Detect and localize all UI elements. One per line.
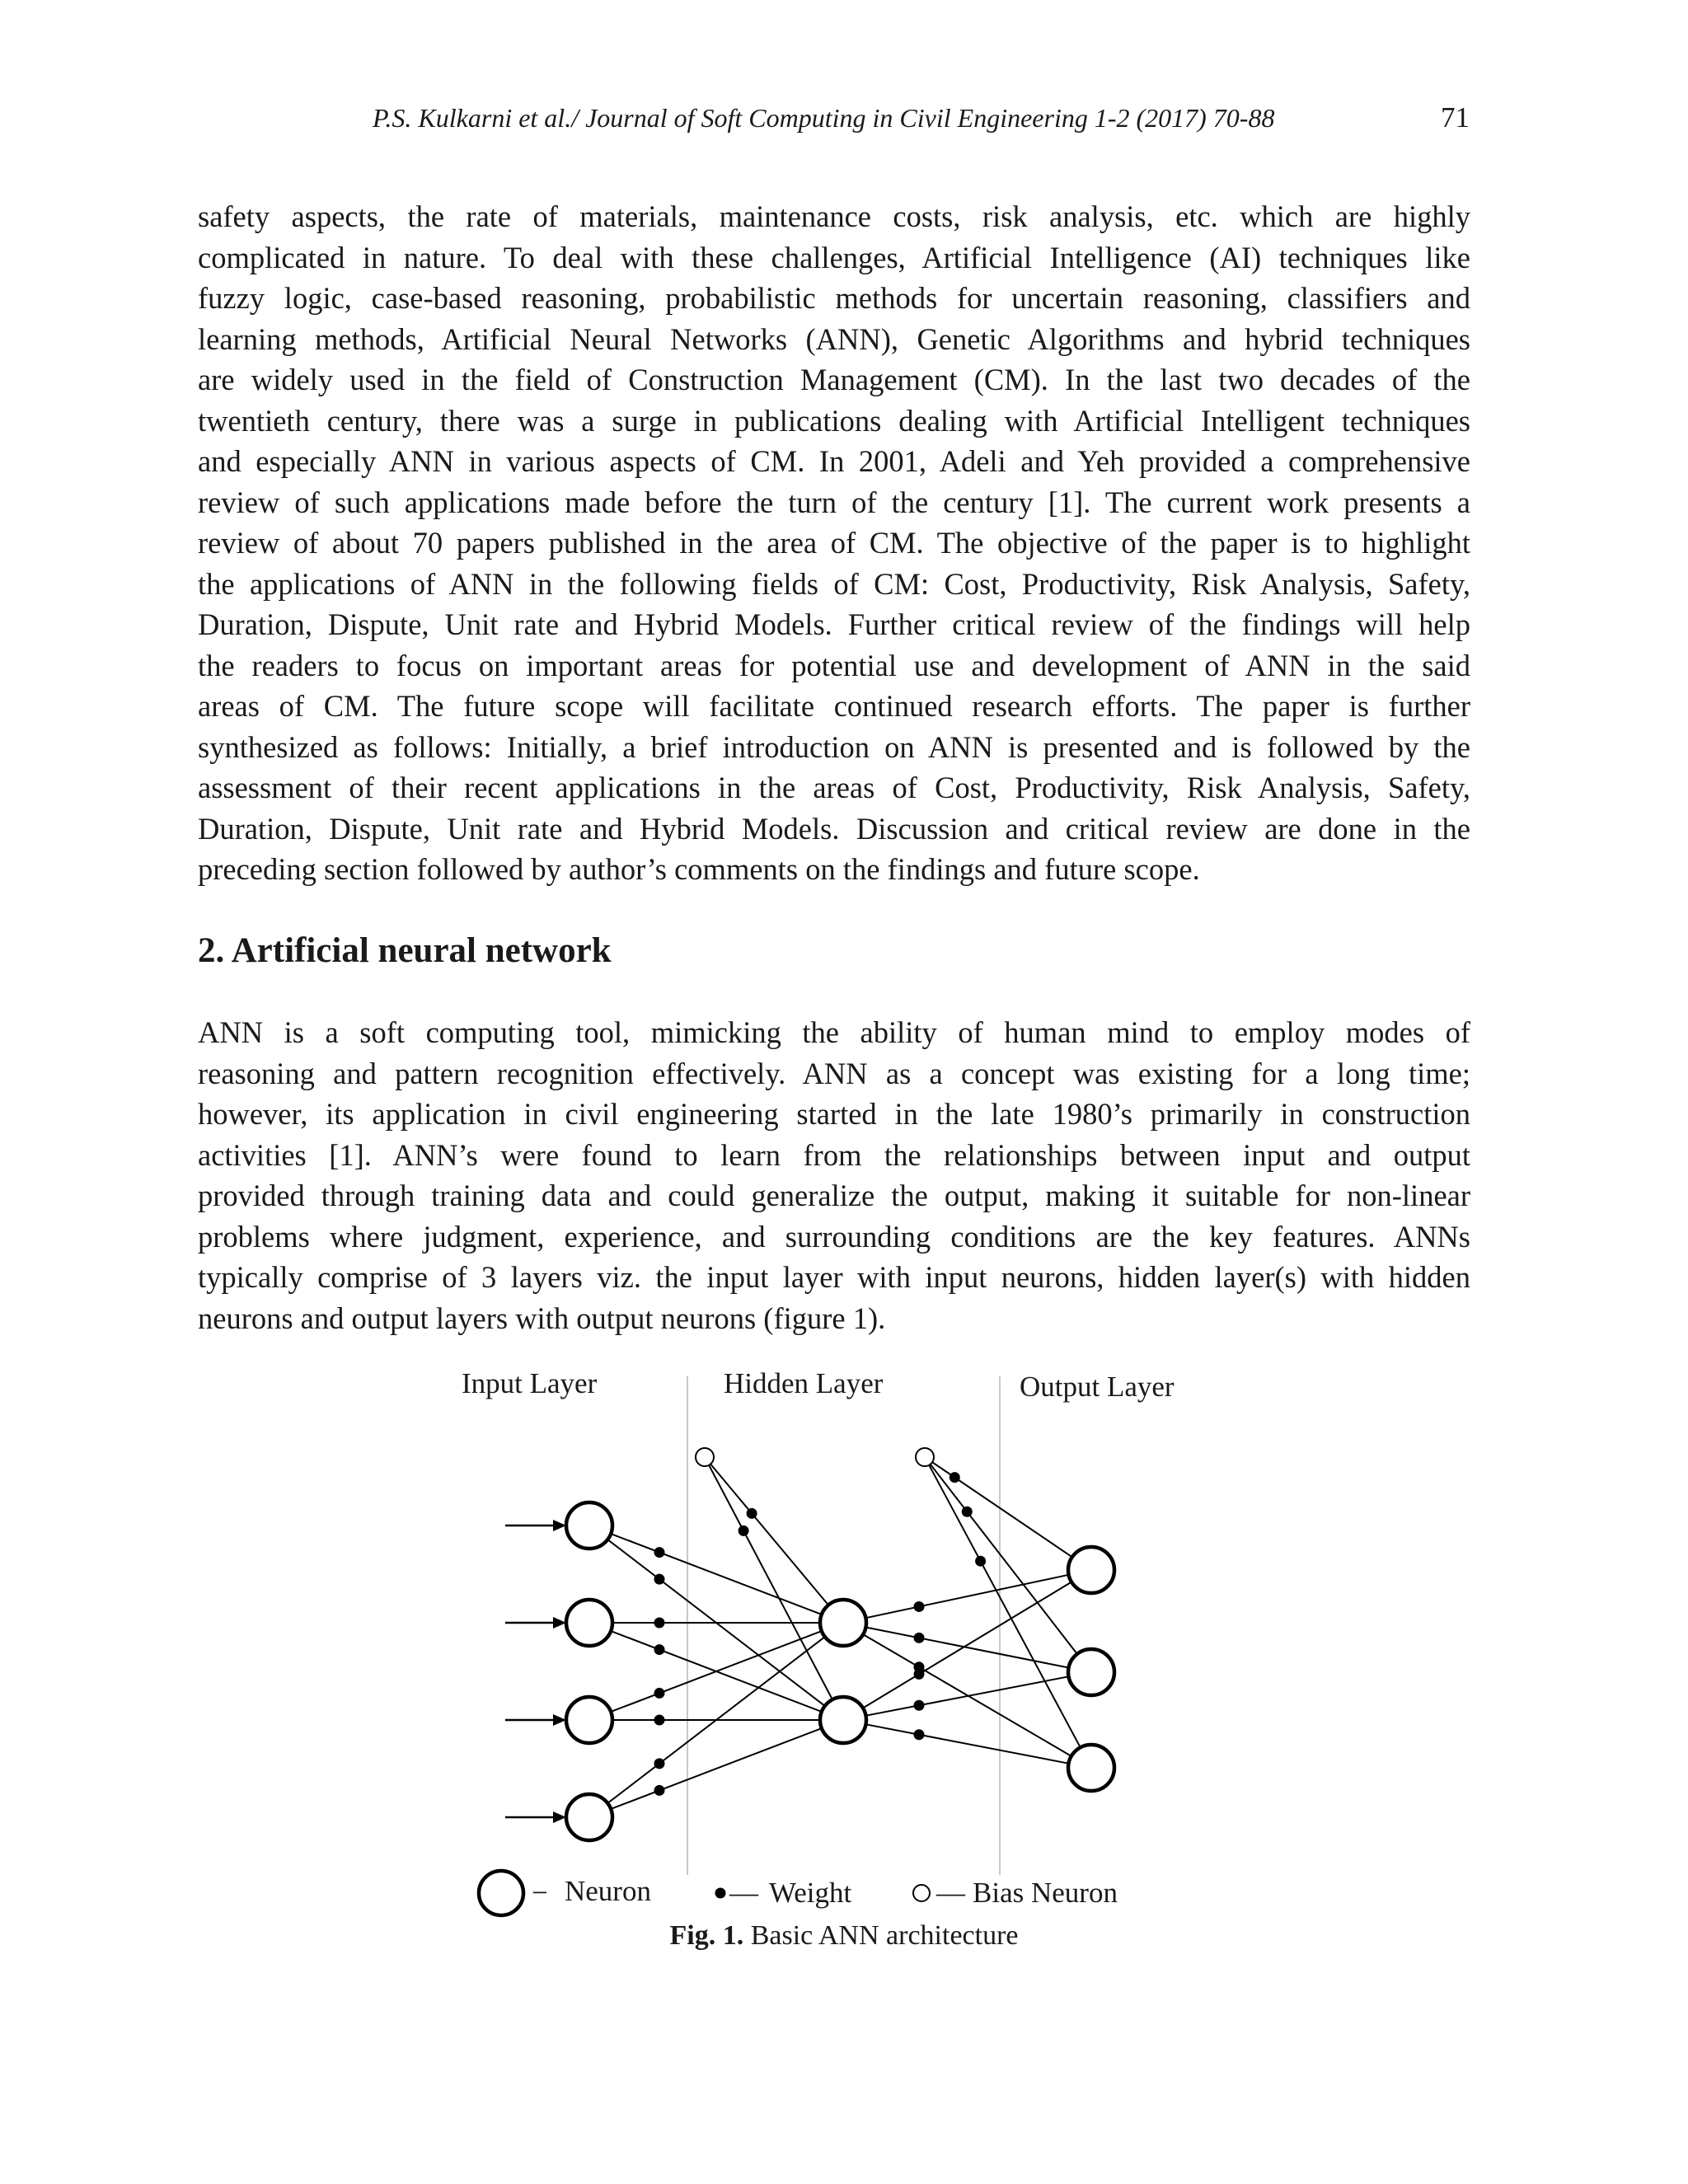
- input-arrowhead: [553, 1811, 566, 1823]
- text-line: review of such applications made before the turn of the century [1]. The current work presents a: [198, 485, 1470, 519]
- ann-paragraph: [198, 1012, 1470, 1338]
- weight-dot: [654, 1618, 665, 1629]
- weight-dot: [654, 1574, 665, 1585]
- connection-line: [611, 1534, 822, 1615]
- text-line: safety aspects, the rate of materials, maintenance costs, risk analysis, etc. which are highly: [198, 199, 1470, 233]
- text-line: ANN is a soft computing tool, mimicking the ability of human mind to employ modes of: [198, 1015, 1470, 1049]
- caption-text: Basic ANN architecture: [750, 1920, 1019, 1951]
- text-line: provided through training data and could generalize the output, making it suitable for non-linear: [198, 1179, 1470, 1212]
- output-neuron: [1068, 1547, 1114, 1593]
- text-line: activities [1]. ANN’s were found to learn from the relationships between input and output: [198, 1137, 1470, 1172]
- caption-label: Fig. 1.: [669, 1920, 744, 1951]
- output-neuron: [1068, 1649, 1114, 1695]
- legend-bias-dash: —: [936, 1877, 965, 1909]
- text-line: synthesized as follows: Initially, a brief introduction on ANN is presented and is followed by the: [198, 729, 1470, 764]
- legend-bias-icon: [913, 1885, 930, 1901]
- weight-dot: [962, 1507, 973, 1517]
- weight-dot: [654, 1758, 665, 1769]
- running-head: [0, 97, 1688, 138]
- weight-dot: [914, 1633, 925, 1643]
- weight-dot: [914, 1700, 925, 1711]
- connection-line: [929, 1465, 1081, 1748]
- connection-line: [865, 1627, 1068, 1667]
- text-line: twentieth century, there was a surge in publications dealing with Artificial Intelligent techniques: [198, 403, 1470, 438]
- text-line: however, its application in civil engineering started in the late 1980’s primarily in construction: [198, 1097, 1470, 1131]
- hidden-neuron: [820, 1697, 866, 1743]
- section-heading: 2. Artificial neural network: [198, 931, 612, 970]
- text-line: reasoning and pattern recognition effectively. ANN as a concept was existing for a long time;: [198, 1056, 1470, 1090]
- text-line: Duration, Dispute, Unit rate and Hybrid Models. Discussion and critical review are done in the: [198, 811, 1470, 846]
- text-line: typically comprise of 3 layers viz. the input layer with input neurons, hidden layer(s) with hidden: [198, 1260, 1470, 1294]
- output-layer-label: Output Layer: [1020, 1371, 1175, 1403]
- weight-dot: [654, 1644, 665, 1655]
- text-line: assessment of their recent applications in the areas of Cost, Productivity, Risk Analysis, Safety,: [198, 771, 1470, 804]
- legend-weight-label: Weight: [769, 1877, 852, 1909]
- legend-neuron-icon: [479, 1871, 523, 1915]
- journal-citation: P.S. Kulkarni et al./ Journal of Soft Computing in Civil Engineering 1-2 (2017) 70-88: [373, 103, 1275, 133]
- input-neuron: [566, 1697, 612, 1743]
- figure-caption: [0, 1918, 1688, 1954]
- input-arrowhead: [553, 1520, 566, 1531]
- text-line: fuzzy logic, case-based reasoning, probabilistic methods for uncertain reasoning, classifiers and: [198, 281, 1470, 315]
- text-line: preceding section followed by author’s comments on the findings and future scope.: [198, 852, 1200, 886]
- text-line: review of about 70 papers published in the area of CM. The objective of the paper is to highlight: [198, 526, 1470, 560]
- connection-line: [865, 1575, 1068, 1618]
- text-line: the readers to focus on important areas for potential use and development of ANN in the said: [198, 648, 1470, 682]
- input-neuron: [566, 1794, 612, 1840]
- connection-line: [611, 1728, 822, 1809]
- weight-dot: [654, 1715, 665, 1726]
- weight-dot: [747, 1508, 757, 1519]
- text-line: the applications of ANN in the following fields of CM: Cost, Productivity, Risk Analysis, Safety,: [198, 566, 1470, 601]
- connection-line: [863, 1582, 1071, 1708]
- text-line: areas of CM. The future scope will facilitate continued research efforts. The paper is further: [198, 689, 1470, 723]
- weight-dot: [914, 1729, 925, 1740]
- input-neuron: [566, 1502, 612, 1549]
- weight-dot: [738, 1526, 749, 1536]
- connection-line: [865, 1676, 1068, 1715]
- hidden-neuron: [820, 1600, 866, 1646]
- weight-dot: [654, 1688, 665, 1699]
- hidden-layer-label: Hidden Layer: [724, 1367, 884, 1399]
- weight-dot: [950, 1472, 960, 1483]
- weight-dot: [914, 1601, 925, 1612]
- input-neuron: [566, 1600, 612, 1646]
- legend-neuron-label: Neuron: [565, 1875, 651, 1907]
- legend-bias-label: Bias Neuron: [973, 1877, 1118, 1909]
- text-line: complicated in nature. To deal with these challenges, Artificial Intelligence (AI) techniques like: [198, 240, 1470, 274]
- weight-dot: [654, 1785, 665, 1796]
- text-line: are widely used in the field of Construction Management (CM). In the last two decades of the: [198, 363, 1470, 396]
- connection-line: [931, 1465, 1077, 1654]
- weight-dot: [654, 1547, 665, 1558]
- weight-dot: [975, 1556, 986, 1567]
- bias-neuron: [696, 1448, 714, 1466]
- connection-line: [710, 1464, 828, 1605]
- weight-dot: [914, 1669, 925, 1680]
- page-number: 71: [1441, 101, 1470, 134]
- text-line: learning methods, Artificial Neural Networks (ANN), Genetic Algorithms and hybrid techniques: [198, 321, 1470, 356]
- bias-neuron: [916, 1448, 934, 1466]
- legend-weight-icon: [715, 1888, 726, 1899]
- text-line: problems where judgment, experience, and surrounding conditions are the key features. ANNs: [198, 1219, 1470, 1254]
- text-line: neurons and output layers with output neurons (figure 1).: [198, 1301, 886, 1335]
- ann-architecture-figure: [445, 1364, 1236, 1990]
- output-neuron: [1068, 1745, 1114, 1791]
- input-arrowhead: [553, 1617, 566, 1629]
- input-arrowhead: [553, 1714, 566, 1726]
- legend-weight-dash: —: [729, 1877, 758, 1909]
- input-layer-label: Input Layer: [462, 1367, 598, 1399]
- intro-paragraph: [198, 196, 1470, 890]
- legend-neuron-dash: −: [532, 1877, 548, 1909]
- text-line: Duration, Dispute, Unit rate and Hybrid Models. Further critical review of the findings will help: [198, 607, 1470, 641]
- connection-line: [865, 1724, 1068, 1763]
- text-line: and especially ANN in various aspects of CM. In 2001, Adeli and Yeh provided a comprehensive: [198, 444, 1470, 478]
